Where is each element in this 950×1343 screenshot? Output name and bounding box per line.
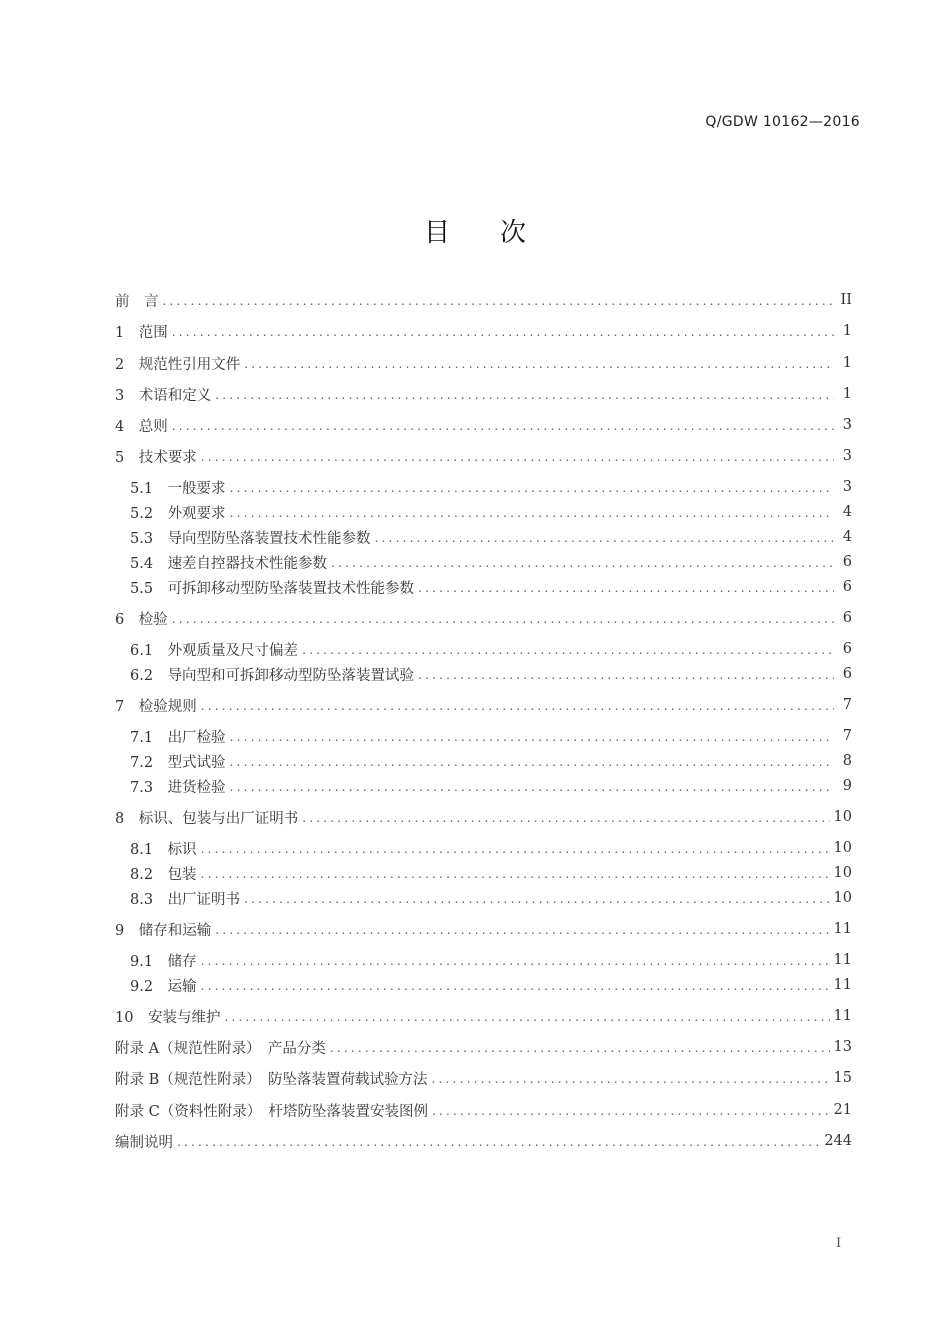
dot-leader [230,755,834,769]
dot-leader [331,556,834,570]
toc-entry-number: 编制说明 [115,1134,173,1151]
toc-entry-page: 6 [842,641,852,657]
page-title [0,212,950,249]
dot-leader [375,531,834,545]
toc-entry-title: 检验规则 [138,698,197,715]
toc-entry-number: 7.3 [130,779,168,796]
toc-entry-page: 11 [833,921,852,937]
toc-entry-number: 5 [115,449,139,466]
toc-entry-number: 7.1 [130,729,168,746]
toc-entry[interactable] [115,320,852,342]
toc-entry[interactable] [130,750,852,772]
toc-entry-title: 规范性引用文件 [138,356,241,373]
toc-entry-number: 附录 A（规范性附录） [115,1040,268,1057]
toc-entry-number: 9.1 [130,953,168,970]
toc-entry[interactable] [130,476,852,498]
toc-entry-title: 储存和运输 [138,922,212,939]
dot-leader [330,1041,830,1055]
toc-entry-number: 3 [115,387,139,404]
toc-entry-page: 3 [842,417,852,433]
toc-entry[interactable] [115,1099,852,1121]
toc-entry-page: II [840,292,852,308]
toc-entry[interactable] [130,974,852,996]
toc-entry-number: 1 [115,324,139,341]
toc-entry-title: 标识 [167,841,197,858]
toc-entry[interactable] [130,638,852,660]
dot-leader [244,357,834,371]
dot-leader [201,842,830,856]
toc-entry-page: 4 [842,504,852,520]
toc-entry[interactable] [115,918,852,940]
dot-leader [201,979,830,993]
toc-entry-title: 运输 [167,978,197,995]
toc-entry-page: 15 [833,1070,852,1086]
dot-leader [432,1072,830,1086]
toc-entry[interactable] [115,1130,852,1152]
toc-entry-number: 6.2 [130,667,168,684]
title-char-2: 次 [500,218,527,248]
toc-entry-title: 安装与维护 [147,1009,221,1026]
dot-leader [244,892,829,906]
toc-entry-page: 244 [824,1133,852,1149]
toc-entry[interactable] [115,414,852,436]
toc-entry[interactable] [130,949,852,971]
toc-entry[interactable] [115,352,852,374]
toc-entry-title: 可拆卸移动型防坠落装置技术性能参数 [167,580,415,597]
toc-entry-number: 6.1 [130,642,168,659]
toc-entry-page: 10 [833,840,852,856]
page-number: I [836,1236,842,1251]
toc-entry-page: 6 [842,666,852,682]
dot-leader [201,954,830,968]
toc-entry-page: 11 [833,952,852,968]
toc-entry-title: 检验 [138,611,168,628]
toc-entry-page: 11 [833,1008,852,1024]
dot-leader [172,612,834,626]
toc-entry-page: 11 [833,977,852,993]
toc-entry-number: 10 [115,1009,148,1026]
toc-entry-page: 6 [842,554,852,570]
toc-entry-number: 5.5 [130,580,168,597]
toc-entry-title: 速差自控器技术性能参数 [167,555,328,572]
toc-entry-title: 储存 [167,953,197,970]
toc-entry[interactable] [115,289,852,311]
toc-entry[interactable] [115,607,852,629]
dot-leader [230,481,834,495]
toc-entry-number: 5.4 [130,555,168,572]
toc-entry[interactable] [115,806,852,828]
dot-leader [215,388,834,402]
toc-entry-page: 1 [842,386,852,402]
toc-entry-title: 标识、包装与出厂证明书 [138,810,299,827]
toc-entry-page: 10 [833,809,852,825]
toc-entry-page: 8 [842,753,852,769]
dot-leader [163,294,835,308]
toc-entry[interactable] [115,1005,852,1027]
toc-entry[interactable] [130,862,852,884]
dot-leader [432,1104,830,1118]
toc-entry-number: 4 [115,418,139,435]
toc-entry[interactable] [115,445,852,467]
dot-leader [230,506,834,520]
toc-entry[interactable] [130,526,852,548]
toc-entry-page: 9 [842,778,852,794]
toc-entry-title: 杆塔防坠落装置安装图例 [268,1103,428,1120]
dot-leader [418,581,834,595]
toc-entry-page: 7 [842,697,852,713]
toc-entry-number: 附录 C（资料性附录） [115,1103,269,1120]
dot-leader [177,1135,820,1149]
toc-entry-number: 8.3 [130,891,168,908]
dot-leader [230,730,834,744]
toc-entry[interactable] [130,725,852,747]
title-char-1: 目 [423,218,450,248]
toc-entry-title: 导向型和可拆卸移动型防坠落装置试验 [167,667,415,684]
toc-entry-title: 型式试验 [167,754,226,771]
toc-entry[interactable] [115,383,852,405]
toc-entry[interactable] [130,663,852,685]
toc-entry-number: 5.1 [130,480,168,497]
dot-leader [224,1010,829,1024]
toc-entry-page: 6 [842,579,852,595]
toc-entry-page: 13 [833,1039,852,1055]
toc-entry-title: 技术要求 [138,449,197,466]
toc-entry-number: 7 [115,698,139,715]
dot-leader [201,699,834,713]
toc-entry-title: 导向型防坠落装置技术性能参数 [167,530,371,547]
toc-entry-page: 21 [833,1102,852,1118]
toc-entry-title: 术语和定义 [138,387,212,404]
toc-entry-title: 出厂证明书 [167,891,241,908]
dot-leader [302,811,829,825]
toc-entry-title: 进货检验 [167,779,226,796]
dot-leader [172,325,834,339]
toc-entry[interactable] [130,837,852,859]
toc-entry[interactable] [130,576,852,598]
toc-entry-page: 1 [842,323,852,339]
toc-entry-title: 一般要求 [167,480,226,497]
toc-entry-number: 9.2 [130,978,168,995]
toc-entry-number: 6 [115,611,139,628]
toc-entry[interactable] [115,694,852,716]
toc-entry-number: 8.1 [130,841,168,858]
toc-entry-number: 2 [115,356,139,373]
toc-entry-page: 6 [842,610,852,626]
toc-entry-title: 范围 [138,324,168,341]
toc-entry-page: 3 [842,479,852,495]
dot-leader [230,780,834,794]
toc-entry-number: 5.3 [130,530,168,547]
toc-entry-title: 防坠落装置荷载试验方法 [268,1071,428,1088]
toc-entry[interactable] [130,887,852,909]
toc-entry[interactable] [130,775,852,797]
toc-entry-number: 5.2 [130,505,168,522]
dot-leader [201,867,830,881]
toc-entry[interactable] [115,1067,852,1089]
toc-entry-page: 10 [833,890,852,906]
toc-entry-page: 1 [842,355,852,371]
toc-entry-number: 7.2 [130,754,168,771]
toc-entry-number: 8 [115,810,139,827]
toc-entry-page: 10 [833,865,852,881]
toc-entry-page: 3 [842,448,852,464]
toc-entry-number: 9 [115,922,139,939]
dot-leader [215,923,829,937]
toc-entry[interactable] [130,501,852,523]
dot-leader [418,668,834,682]
toc-entry-title: 外观要求 [167,505,226,522]
toc-entry-number: 前 言 [115,293,159,310]
document-code: Q/GDW 10162—2016 [705,114,860,130]
toc-entry-page: 4 [842,529,852,545]
dot-leader [172,419,834,433]
toc-entry-number: 附录 B（规范性附录） [115,1071,269,1088]
dot-leader [201,450,834,464]
toc-entry-number: 8.2 [130,866,168,883]
toc-entry-title: 总则 [138,418,168,435]
toc-entry[interactable] [130,551,852,573]
dot-leader [302,643,834,657]
toc-entry[interactable] [115,1036,852,1058]
toc-entry-title: 外观质量及尺寸偏差 [167,642,299,659]
toc-entry-page: 7 [842,728,852,744]
toc-entry-title: 包装 [167,866,197,883]
toc-entry-title: 产品分类 [267,1040,326,1057]
toc-entry-title: 出厂检验 [167,729,226,746]
